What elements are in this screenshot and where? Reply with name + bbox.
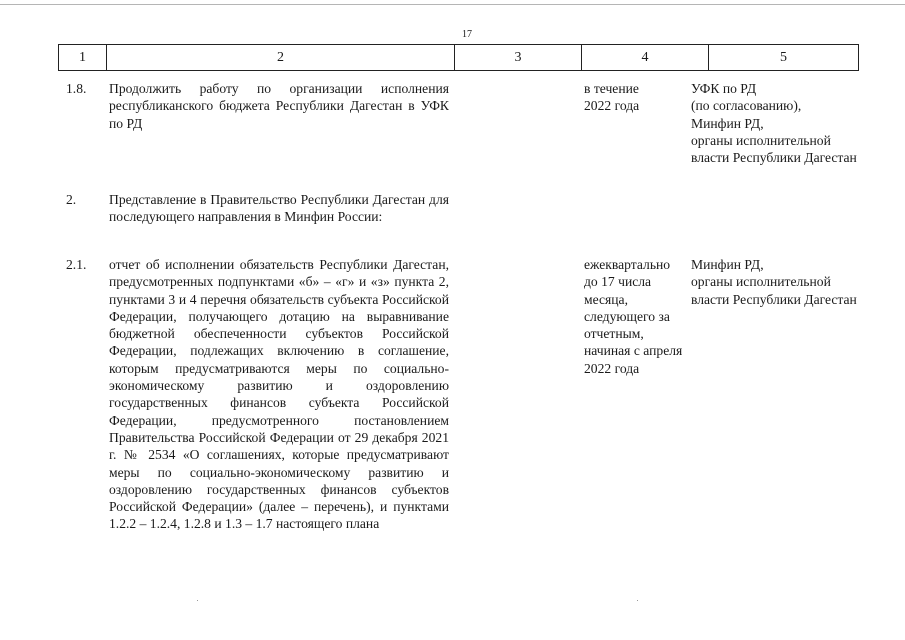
item-executors: УФК по РД (по согласованию), Минфин РД, органы исполнительной власти Республики Дагестан bbox=[691, 81, 857, 166]
item-deadline: в течение 2022 года bbox=[584, 81, 640, 114]
scan-speck bbox=[637, 600, 638, 601]
item-deadline: ежеквартально до 17 числа месяца, следующего за отчетным, начиная с апреля 2022 года bbox=[584, 257, 683, 376]
column-header-1: 1 bbox=[59, 45, 107, 71]
column-header-2: 2 bbox=[107, 45, 455, 71]
item-description: Продолжить работу по организации исполнения республиканского бюджета Республики Дагестан в УФК по РД bbox=[109, 81, 449, 131]
item-executors: Минфин РД, органы исполнительной власти Республики Дагестан bbox=[691, 257, 857, 307]
column-header-4: 4 bbox=[582, 45, 709, 71]
column-header-row bbox=[58, 44, 859, 71]
page-number: 17 bbox=[462, 29, 472, 40]
scan-top-edge bbox=[0, 4, 905, 5]
item-number: 2. bbox=[66, 192, 77, 207]
column-header-5: 5 bbox=[709, 45, 859, 71]
column-header-3: 3 bbox=[455, 45, 582, 71]
scan-speck bbox=[197, 600, 198, 601]
item-description: Представление в Правительство Республики Дагестан для последующего направления в Минфин России: bbox=[109, 192, 449, 225]
item-number: 2.1. bbox=[66, 257, 87, 272]
item-description: отчет об исполнении обязательств Республики Дагестан, предусмотренных подпунктами «б» – «г» и «з» пункта 2, пунктами 3 и 4 перечня обязательств субъекта Российской Федерации, получающего дотацию на выравнивание бюджетной обеспеченности субъектов Российской Федерации, подлежащих включению в соглашение, которым предусматриваются меры по социально-экономическому развитию и оздоровлению государственных финансов субъекта Российской Федерации, предусмотренного постановлением Правительства Российской Федерации от 29 декабря 2021 г. № 2534 «О соглашениях, которые предусматривают меры по социально-экономическому развитию и оздоровлению государственных финансов субъектов Российской Федерации» (далее – перечень), и пунктами 1.2.2 – 1.2.4, 1.2.8 и 1.3 – 1.7 настоящего плана bbox=[109, 257, 449, 532]
item-number: 1.8. bbox=[66, 81, 87, 96]
